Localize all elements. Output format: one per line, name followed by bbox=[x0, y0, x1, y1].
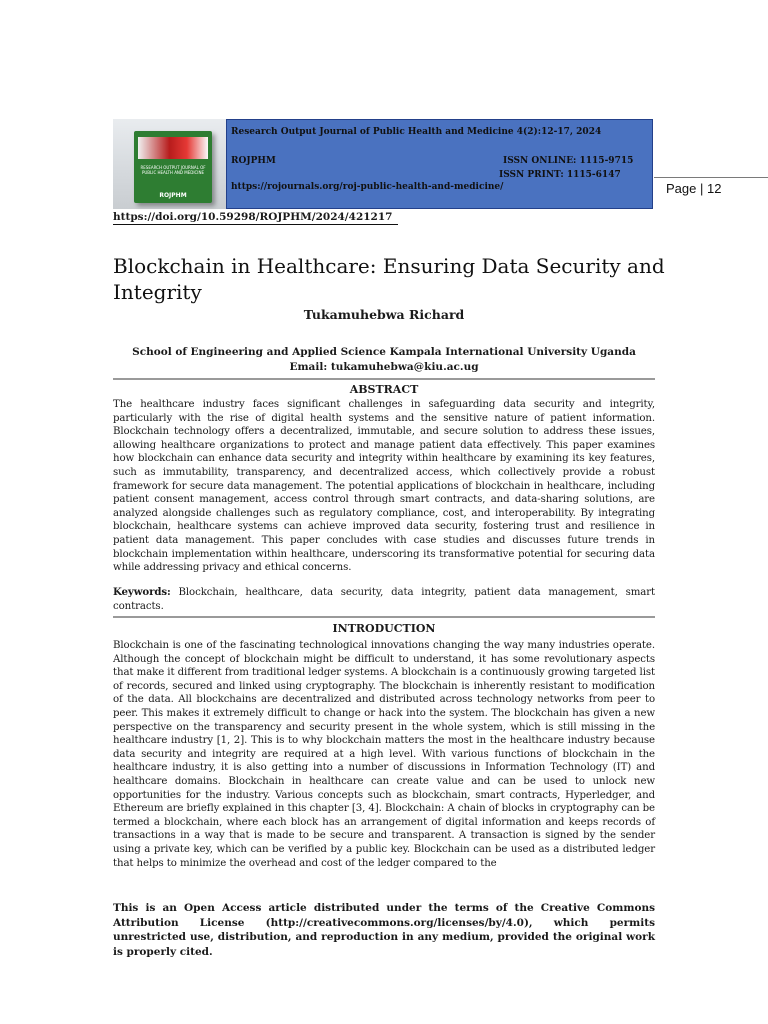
journal-url[interactable]: https://rojournals.org/roj-public-health-and-medicine/ bbox=[231, 182, 504, 192]
issn-print: ISSN PRINT: 1115-6147 bbox=[499, 170, 621, 180]
page-rule bbox=[654, 177, 768, 178]
abstract-bottom-rule bbox=[113, 616, 655, 618]
page-number: Page | 12 bbox=[666, 181, 722, 196]
cover-book bbox=[134, 131, 212, 203]
author-affiliation: School of Engineering and Applied Science Kampala International University Uganda bbox=[132, 346, 636, 358]
journal-cover-image bbox=[113, 119, 226, 209]
cover-tag: ROJPHM bbox=[159, 192, 187, 199]
keywords bbox=[113, 586, 655, 613]
doi-link[interactable]: https://doi.org/10.59298/ROJPHM/2024/421217 bbox=[113, 211, 393, 223]
paper-title: Blockchain in Healthcare: Ensuring Data Security and Integrity bbox=[113, 254, 665, 304]
journal-header-box bbox=[226, 119, 653, 209]
cover-title-text: RESEARCH OUTPUT JOURNAL OF PUBLIC HEALTH AND MEDICINE bbox=[140, 165, 206, 175]
abstract-heading: ABSTRACT bbox=[349, 383, 419, 396]
issn-online: ISSN ONLINE: 1115-9715 bbox=[503, 156, 634, 166]
introduction-heading: INTRODUCTION bbox=[332, 622, 436, 635]
doi-underline bbox=[113, 224, 398, 225]
journal-citation-line: Research Output Journal of Public Health and Medicine 4(2):12-17, 2024 bbox=[231, 127, 602, 137]
introduction-text: Blockchain is one of the fascinating technological innovations changing the way many industries operate. Although the concept of blockchain might be difficult to understand, it has some revolutionary aspects that make it different from traditional ledger systems. A blockchain is a continuously growing targeted list of records, secured and linked using cryptography. The blockchain is inherently resistant to modification of the data. All blockchains are decentralized and distributed across technology networks from peer to peer. This makes it extremely difficult to change or hack into the system. The blockchain has given a new perspective on the transparency and security present in the whole system, which is still missing in the healthcare industry [1, 2]. This is to why blockchain matters the most in the healthcare industry because data security and integrity are required at a high level. With various functions of blockchain in the healthcare industry, it is also getting into a number of discussions in Information Technology (IT) and healthcare domains. Blockchain in healthcare can create value and can be used to unlock new opportunities for the industry. Various concepts such as blockchain, smart contracts, Hyperledger, and Ethereum are briefly explained in this chapter [3, 4]. Blockchain: A chain of blocks in cryptography can be termed a blockchain, where each block has an arrangement of digital information and keeps records of transactions in a way that is made to be secure and transparent. A transaction is signed by the sender using a private key, which can be verified by a public key. Blockchain can be used as a distributed ledger that helps to minimize the overhead and cost of the ledger compared to the bbox=[113, 640, 655, 869]
abstract-top-rule bbox=[113, 378, 655, 380]
cover-band bbox=[138, 137, 208, 159]
abstract-text: The healthcare industry faces significant challenges in safeguarding data security and integrity, particularly with the rise of digital health systems and the sensitive nature of patient information. Blockchain technology offers a decentralized, immutable, and secure solution to address these issues, allowing healthcare organizations to protect and manage patient data effectively. This paper examines how blockchain can enhance data security and integrity within healthcare by examining its key features, such as immutability, transparency, and decentralized access, which collectively provide a robust framework for secure data management. The potential applications of blockchain in healthcare, including patient consent management, access control through smart contracts, and data-sharing solutions, are analyzed alongside challenges such as regulatory compliance, cost, and interoperability. By integrating blockchain, healthcare systems can achieve improved data security, fostering trust and resilience in patient data management. This paper concludes with case studies and discusses future trends in blockchain implementation within healthcare, underscoring its transformative potential for securing data while addressing privacy and ethical concerns. bbox=[113, 399, 655, 574]
author-email: Email: tukamuhebwa@kiu.ac.ug bbox=[289, 361, 479, 373]
open-access-license-note: This is an Open Access article distributed under the terms of the Creative Commons Attribution License (http://creativecommons.org/licenses/by/4.0), which permits unrestricted use, distribution, and reproduction in any medium, provided the original work is properly cited. bbox=[113, 902, 655, 958]
journal-acronym: ROJPHM bbox=[231, 156, 276, 166]
keywords-list: Blockchain, healthcare, data security, data integrity, patient data management, smart contracts. bbox=[113, 587, 655, 612]
author-name: Tukamuhebwa Richard bbox=[303, 307, 465, 322]
keywords-label: Keywords: bbox=[113, 586, 171, 598]
